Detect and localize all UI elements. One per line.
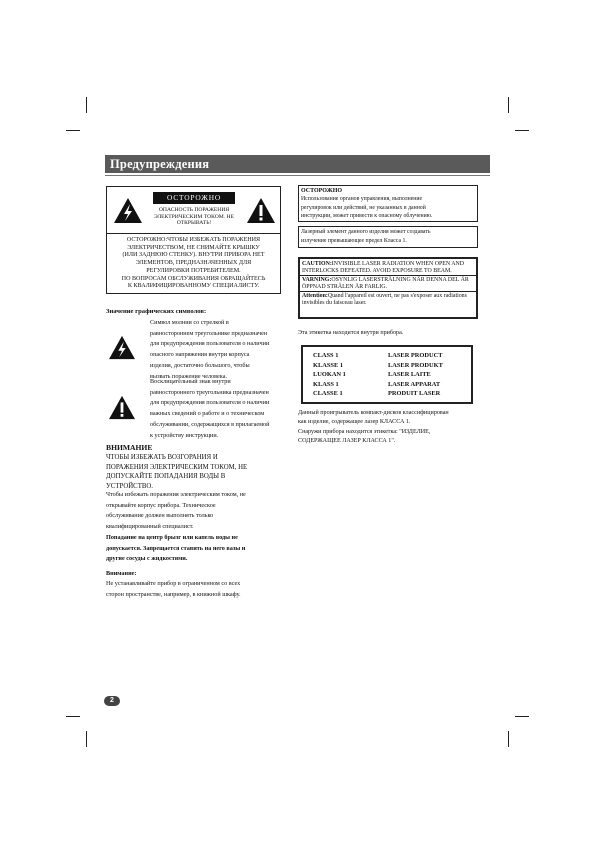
class-row-right: LASER APPARAT: [388, 380, 441, 388]
class-row-right: PRODUIT LASER: [388, 390, 441, 398]
text-line: как изделие, содержащее лазер КЛАССА 1.: [298, 419, 411, 426]
caution-box: [106, 186, 281, 294]
lightning-description: [150, 318, 285, 382]
class-row-left: KLASSE 1: [313, 361, 344, 369]
varning-sv: [300, 276, 476, 292]
text-line: к устройству инструкции.: [150, 431, 219, 439]
crop-mark-tl-h: [66, 130, 80, 131]
text-line: Попадание на центр брызг или капель воды не: [106, 534, 238, 541]
text-line: обслуживании, содержащихся в прилагаемой: [150, 420, 270, 428]
caution-line: ЭЛЕМЕНТОВ, ПРЕДНАЗНАЧЕННЫХ ДЛЯ: [135, 260, 252, 267]
attention-text: Quand l'appareil est ouvert, ne pas s'exposer aux radiations invisibles du faisceau laser.: [302, 293, 467, 306]
note-heading: Внимание:: [106, 570, 137, 577]
text-line: изделия, достаточно большого, чтобы: [150, 361, 250, 369]
caution-line: ОСТОРОЖНО:ЧТОБЫ ИЗБЕЖАТЬ ПОРАЖЕНИЯ: [126, 237, 261, 243]
right-caution-lines: [301, 195, 475, 221]
text-line: обслуживание должен выполнять только: [106, 512, 214, 520]
warning-heading: ВНИМАНИЕ: [106, 443, 153, 452]
lightning-triangle-icon: [113, 197, 143, 224]
note-body: [106, 579, 291, 600]
text-line: сторон пространстве, например, в книжной шкафу.: [106, 590, 241, 598]
crop-mark-tl-v: [86, 97, 87, 113]
right-caution-box: [298, 185, 478, 222]
text-line: равностороннем треугольнике предназначен: [150, 329, 268, 337]
warning-body: [106, 490, 291, 533]
water-warning: [106, 533, 291, 565]
text-line: Символ молнии со стрелкой в: [150, 319, 229, 326]
page-title: Предупреждения: [110, 157, 210, 171]
class-row-left: KLASS 1: [313, 380, 339, 388]
text-line: квалифицированный специалист.: [106, 523, 194, 531]
laser-box: [298, 226, 478, 248]
caution-line: РЕГУЛИРОВКИ ПОТРЕБИТЕЛЕМ.: [146, 267, 241, 274]
crop-mark-tr-v: [508, 97, 509, 113]
classification-text: [298, 409, 488, 447]
title-rule: [105, 175, 490, 176]
text-line: открывайте корпус прибора. Техническое: [106, 501, 216, 509]
symbols-heading: Значение графических символов:: [106, 308, 207, 315]
page-number: 2: [104, 696, 120, 706]
text-line: равностороннего треугольника предназначен: [150, 388, 269, 396]
text-line: вызвать поражение человека.: [150, 372, 227, 380]
text-line: опасного напряжения внутри корпуса: [150, 351, 250, 359]
varning-text: OSYNLIG LASERSTRÅLNING NÄR DENNA DEL ÄR ÖPPNAD STRÅLEN ÄR FARLIG.: [302, 277, 469, 290]
class-row-left: LUOKAN 1: [313, 371, 346, 379]
label-note: Эта этикетка находится внутри прибора.: [298, 330, 404, 336]
text-line: другие сосуды с жидкостями.: [106, 555, 188, 563]
varning-label: VARNING:: [302, 277, 332, 283]
text-line: Использование органов управления, выполнение: [301, 196, 423, 202]
caution-line: (ИЛИ ЗАДНЮЮ СТЕНКУ). ВНУТРИ ПРИБОРА НЕТ: [122, 252, 265, 259]
text-line: излучение превышающее предел Класса 1.: [301, 238, 407, 244]
text-line: СОДЕРЖАЩЕЕ ЛАЗЕР КЛАССА 1".: [298, 438, 396, 445]
text-line: инструкции, может привести к опасному облучению.: [301, 213, 433, 220]
crop-mark-br-h: [515, 716, 529, 717]
exclamation-description: [150, 377, 285, 441]
exclamation-triangle-icon: [246, 197, 276, 224]
text-line: ЧТОБЫ ИЗБЕЖАТЬ ВОЗГОРАНИЯ И: [106, 454, 218, 461]
crop-mark-br-v: [508, 731, 509, 747]
text-line: ПОРАЖЕНИЯ ЭЛЕКТРИЧЕСКИМ ТОКОМ, НЕ: [106, 463, 248, 471]
lightning-triangle-icon: [108, 335, 136, 360]
crop-mark-bl-v: [86, 731, 87, 747]
crop-mark-tr-h: [515, 130, 529, 131]
class-row-left: CLASSE 1: [313, 390, 343, 398]
caution-en-label: CAUTION:: [302, 261, 332, 267]
text-line: Снаружи прибора находится этикетка: "ИЗДЕЛИЕ,: [298, 428, 431, 435]
text-line: Лазерный элемент данного изделия может создавать: [301, 229, 431, 235]
text-line: УСТРОЙСТВО.: [106, 482, 154, 490]
caution-header: ОСТОРОЖНО: [153, 192, 235, 204]
text-line: важных сведений о работе и о техническом: [150, 410, 265, 418]
class-row-left: CLASS 1: [313, 352, 339, 359]
caution-en: [300, 259, 476, 276]
text-line: допускается. Запрещается ставить на него вазы и: [106, 544, 246, 552]
caution-line: ЭЛЕКТРИЧЕСТВОМ, НЕ СНИМАЙТЕ КРЫШКУ: [127, 244, 260, 251]
class-row-right: LASER LAITE: [388, 371, 431, 379]
text-line: ДОПУСКАЙТЕ ПОПАДАНИЯ ВОДЫ В: [106, 473, 226, 481]
class-row-right: LASER PRODUCT: [388, 352, 443, 359]
class-row-right: LASER PRODUKT: [388, 361, 443, 369]
class-label-box: [301, 345, 473, 404]
text-line: Не устанавливайте прибор в ограниченном со всех: [106, 580, 241, 587]
attention-label: Attention:: [302, 293, 328, 299]
caution-lines: [110, 237, 277, 291]
right-caution-heading: ОСТОРОЖНО: [301, 188, 343, 194]
text-line: Восклицательный знак внутри: [150, 378, 231, 385]
caution-en-text: INVISIBLE LASER RADIATION WHEN OPEN AND INTERLOCKS DEFEATED. AVOID EXPOSURE TO BEAM.: [302, 261, 465, 274]
text-line: регулировок или действий, не указанных в данной: [301, 204, 426, 211]
caution-divider: [107, 233, 280, 234]
caution-subtext: ОПАСНОСТЬ ПОРАЖЕНИЯ ЭЛЕКТРИЧЕСКИМ ТОКОМ. НЕ ОТКРЫВАТЬ!: [153, 207, 235, 227]
attention-fr: [300, 292, 476, 307]
caution-line: ПО ВОПРОСАМ ОБСЛУЖИВАНИЯ ОБРАЩАЙТЕСЬ: [121, 275, 266, 282]
exclamation-triangle-icon: [108, 395, 136, 420]
warning-caps: [106, 453, 286, 491]
text-line: Чтобы избежать поражения электрическим током, не: [106, 491, 246, 498]
text-line: Данный проигрыватель компакт-дисков классифицирован: [298, 410, 449, 416]
multilang-box: [298, 257, 478, 319]
caution-line: К КВАЛИФИЦИРОВАННОМУ СПЕЦИАЛИСТУ.: [127, 283, 260, 290]
text-line: для предупреждения пользователя о наличии: [150, 399, 270, 407]
crop-mark-bl-h: [66, 716, 80, 717]
text-line: для предупреждения пользователя о наличии: [150, 340, 270, 348]
